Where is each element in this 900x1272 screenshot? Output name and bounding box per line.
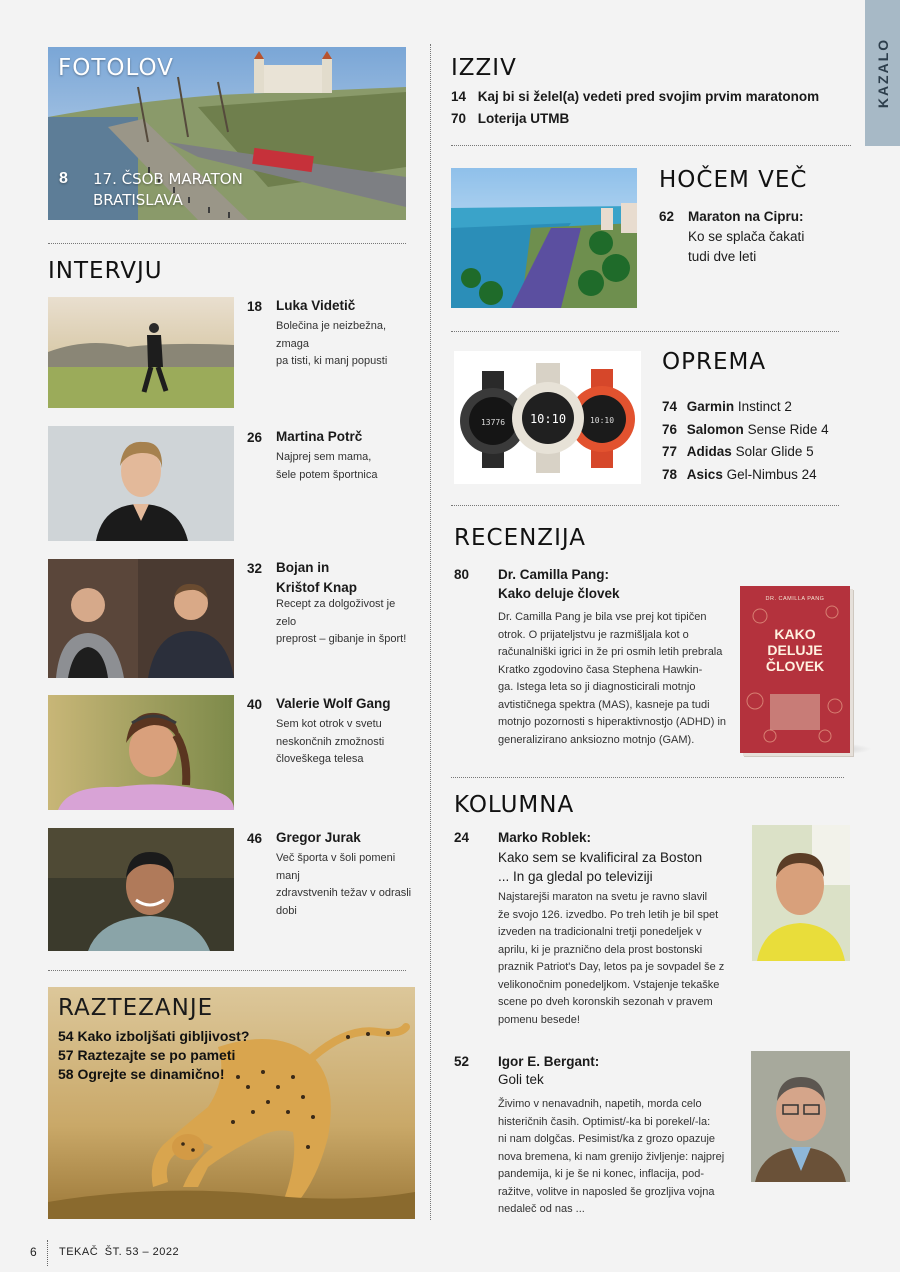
bojan-kristof-knap-photo xyxy=(48,559,234,678)
svg-text:13776: 13776 xyxy=(480,418,506,427)
oprema-item: 78 Asics Gel-Nimbus 24 xyxy=(662,466,817,482)
person-name: Martina Potrč xyxy=(276,429,363,444)
kolumna-page-number: 52 xyxy=(454,1054,470,1069)
kolumna-subtitle: Goli tek xyxy=(498,1072,544,1087)
cyprus-marathon-photo xyxy=(451,168,637,308)
raztezanje-item: 54 Kako izboljšati gibljivost? xyxy=(58,1028,250,1044)
book-ornament xyxy=(740,586,850,753)
footer-divider xyxy=(47,1240,48,1266)
desc-line: Bolečina je neizbežna, zmaga xyxy=(276,320,387,350)
desc-line: človeškega telesa xyxy=(276,753,364,765)
luka-videtic-photo xyxy=(48,297,234,408)
divider xyxy=(451,331,839,332)
marko-roblek-photo xyxy=(752,825,850,961)
martina-potrc-photo xyxy=(48,426,234,541)
fotolov-title: FOTOLOV xyxy=(58,55,174,81)
raztezanje-item: 58 Ogrejte se dinamično! xyxy=(58,1066,225,1082)
article-subtitle: Ko se splača čakati xyxy=(688,229,805,244)
oprema-title: OPREMA xyxy=(662,349,767,375)
intervju-entry-46 xyxy=(247,830,422,920)
person-name: Bojan in xyxy=(276,560,330,575)
page-number: 14 xyxy=(451,89,467,104)
desc-line: dobi xyxy=(276,904,297,917)
divider xyxy=(451,777,844,778)
kolumna-subtitle: Kako sem se kvalificiral za Boston ... In ga gledal po televiziji xyxy=(498,850,703,884)
person-name-line2: Krištof Knap xyxy=(276,580,357,595)
igor-bergant-photo xyxy=(751,1051,850,1182)
footer-mag-name: TEKAČ xyxy=(59,1246,99,1258)
desc-line: preprost – gibanje in šport! xyxy=(276,633,407,645)
desc-line: Najprej sem mama, xyxy=(276,451,372,463)
kazalo-label: KAZALO xyxy=(874,37,891,109)
person-name: Valerie Wolf Gang xyxy=(276,696,391,711)
kolumna-title: KOLUMNA xyxy=(454,792,575,818)
izziv-title: IZZIV xyxy=(451,55,517,81)
svg-text:10:10: 10:10 xyxy=(589,416,615,425)
recenzija-head1: Dr. Camilla Pang: xyxy=(498,567,610,582)
desc-line: Sem kot otrok v svetu xyxy=(276,718,382,730)
desc-line: pa tisti, ki manj popusti xyxy=(276,355,388,367)
intervju-entry-26 xyxy=(247,429,417,484)
kolumna-body: Najstarejši maraton na svetu je ravno slavil že svojo 126. izvedbo. Po treh letih je bil spet izveden na tradicionalni tretji ponedeljek v aprilu, ki je praznično dela prost bostonski praznik Patriot's Day, letos pa je sovpadel še z velikonočnim ponedeljkom. Vstajenje tekaške scene po dveh koronskih sezonah v pravem pomenu besede! xyxy=(498,891,725,1026)
footer-magazine xyxy=(59,1246,179,1258)
intervju-entry-40 xyxy=(247,696,422,769)
page-number: 26 xyxy=(247,430,263,445)
fotolov-line1: 17. ČSOB MARATON xyxy=(93,170,243,188)
footer-page-number: 6 xyxy=(30,1245,37,1259)
hocem-vec-entry xyxy=(659,207,849,267)
desc-line: zdravstvenih težav v odrasli xyxy=(276,887,412,899)
book-cover xyxy=(740,586,850,753)
oprema-list xyxy=(662,396,829,486)
raztezanje-title: RAZTEZANJE xyxy=(58,995,214,1021)
recenzija-page-number: 80 xyxy=(454,567,470,582)
article-title: Kaj bi si želel(a) vedeti pred svojim prvim maratonom xyxy=(477,89,820,104)
page-number: 32 xyxy=(247,561,263,576)
divider xyxy=(48,243,406,244)
book-author: DR. CAMILLA PANG xyxy=(765,596,825,602)
raztezanje-panel xyxy=(48,987,415,1219)
desc-line: šele potem športnica xyxy=(276,468,378,481)
izziv-item-70 xyxy=(451,108,569,130)
divider xyxy=(451,145,851,146)
desc-line: Več športa v šoli pomeni manj xyxy=(276,852,396,882)
raztezanje-item: 57 Raztezajte se po pameti xyxy=(58,1047,236,1063)
izziv-item-14 xyxy=(451,86,819,108)
valerie-wolf-gang-photo xyxy=(48,695,234,810)
article-title: Maraton na Cipru: xyxy=(688,209,804,224)
person-name: Luka Videtič xyxy=(276,298,356,313)
recenzija-title: RECENZIJA xyxy=(454,525,586,551)
page-number: 18 xyxy=(247,299,263,314)
cheetah-image xyxy=(48,987,415,1219)
svg-text:10:10: 10:10 xyxy=(529,412,567,426)
intervju-entry-18 xyxy=(247,298,417,371)
gregor-jurak-photo xyxy=(48,828,234,951)
desc-line: Recept za dolgoživost je zelo xyxy=(276,598,396,628)
kolumna-page-number: 24 xyxy=(454,830,470,845)
fotolov-photo xyxy=(48,47,406,220)
fotolov-line2: BRATISLAVA xyxy=(93,191,183,209)
oprema-item: 77 Adidas Solar Glide 5 xyxy=(662,444,814,459)
intervju-entry-32 xyxy=(247,560,417,649)
kolumna-body: Živimo v nenavadnih, napetih, morda celo histeričnih časih. Optimist/-ka bi porekel/-la: ni nam dolgčas. Pesimist/ka z grozo opazuje nova bremena, ki nam grenijo življenje: najprej pandemija, ki je še ni konec, inflacija, pod- ražitve, volitve in naposled še grozljiva vojna nedaleč od nas ... xyxy=(498,1098,725,1215)
book-title: KAKO DELUJE ČLOVEK xyxy=(765,626,825,674)
divider xyxy=(48,970,406,971)
hocem-vec-title: HOČEM VEČ xyxy=(659,167,808,193)
intervju-title: INTERVJU xyxy=(48,258,163,284)
kazalo-tab xyxy=(865,0,900,146)
column-divider xyxy=(430,44,431,1220)
divider xyxy=(451,505,839,506)
page-number: 70 xyxy=(451,111,467,126)
page-number: 40 xyxy=(247,697,263,712)
recenzija-body: Dr. Camilla Pang je bila vse prej kot tipičen otrok. O prijateljstvu je razmišljala kot o računalniški igrici in že pri osmih letih prebrala Kratko zgodovino časa Stephena Hawkin- ga. Istega leta so ji diagnosticirali motnjo avtističnega spektra (MAS), kasneje pa tudi motnjo pozornosti s hiperaktivnostjo (ADHD) in generalizirano anksiozno motnjo (GAM). xyxy=(498,611,727,746)
article-subtitle: tudi dve leti xyxy=(688,249,757,264)
fotolov-page-number: 8 xyxy=(59,170,68,187)
footer-year: – 2022 xyxy=(142,1246,180,1258)
oprema-item: 76 Salomon Sense Ride 4 xyxy=(662,421,829,437)
recenzija-head2: Kako deluje človek xyxy=(498,586,620,601)
page-number: 46 xyxy=(247,831,263,846)
page-number: 62 xyxy=(659,209,675,224)
kolumna-author: Igor E. Bergant: xyxy=(498,1054,600,1069)
kolumna-author: Marko Roblek: xyxy=(498,830,592,845)
footer-issue: ŠT. 53 xyxy=(104,1246,139,1258)
oprema-item: 74 Garmin Instinct 2 xyxy=(662,399,792,414)
desc-line: neskončnih zmožnosti xyxy=(276,735,385,748)
article-title: Loterija UTMB xyxy=(477,111,570,126)
garmin-watches-photo xyxy=(454,351,641,484)
person-name: Gregor Jurak xyxy=(276,830,361,845)
